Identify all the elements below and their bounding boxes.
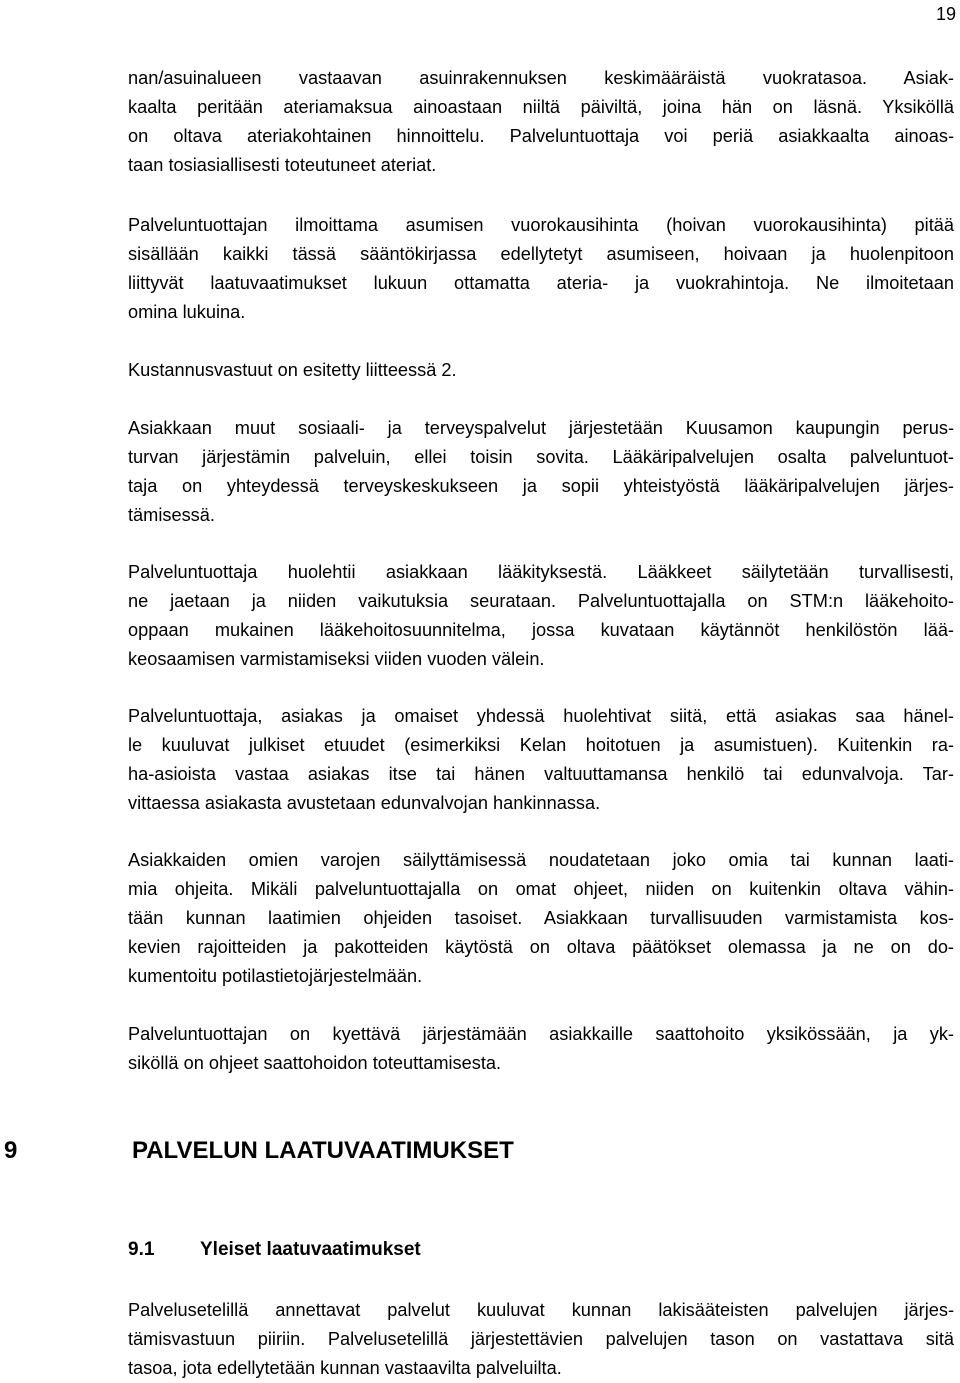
text-line: taja on yhteydessä terveyskeskukseen ja sopii yhteistyöstä lääkäripalvelujen järjes-	[128, 476, 954, 496]
paragraph-funds-safety	[128, 846, 954, 991]
text-line: mia ohjeita. Mikäli palveluntuottajalla on omat ohjeet, niiden on kuitenkin oltava vähin-	[128, 879, 954, 899]
paragraph-voucher-services	[128, 1296, 954, 1383]
text-line: Palveluntuottaja huolehtii asiakkaan lääkityksestä. Lääkkeet säilytetään turvallisesti,	[128, 562, 954, 582]
text-line: ne jaetaan ja niiden vaikutuksia seurataan. Palveluntuottajalla on STM:n lääkehoito-	[128, 591, 954, 611]
text-line: Palveluntuottaja, asiakas ja omaiset yhdessä huolehtivat siitä, että asiakas saa hänel-	[128, 706, 954, 726]
paragraph-daily-price	[128, 211, 954, 327]
text-line: on oltava ateriakohtainen hinnoittelu. Palveluntuottaja voi periä asiakkaalta ainoas-	[128, 126, 954, 146]
text-line: omina lukuina.	[128, 302, 246, 322]
subsection-title: Yleiset laatuvaatimukset	[200, 1239, 421, 1260]
subsection-number: 9.1	[128, 1239, 155, 1260]
text-line: Palvelusetelillä annettavat palvelut kuuluvat kunnan lakisääteisten palvelujen järjes-	[128, 1300, 954, 1320]
text-line: tämisessä.	[128, 505, 215, 525]
text-line: vittaessa asiakasta avustetaan edunvalvojan hankinnassa.	[128, 793, 601, 813]
text-line: tämisvastuun piiriin. Palvelusetelillä järjestettävien palvelujen tason on vastattava sitä	[128, 1329, 954, 1349]
paragraph-cost-responsibility	[128, 356, 954, 385]
text-line: Kustannusvastuut on esitetty liitteessä 2.	[128, 360, 457, 380]
paragraph-other-services	[128, 414, 954, 530]
paragraph-medication	[128, 558, 954, 674]
section-title: PALVELUN LAATUVAATIMUKSET	[132, 1137, 514, 1164]
text-line: tasoa, jota edellytetään kunnan vastaavilta palveluilta.	[128, 1358, 562, 1378]
text-line: nan/asuinalueen vastaavan asuinrakennuksen keskimääräistä vuokratasoa. Asiak-	[128, 68, 954, 88]
text-line: turvan järjestämin palveluin, ellei toisin sovita. Lääkäripalvelujen osalta palveluntuot-	[128, 447, 954, 467]
text-line: Asiakkaiden omien varojen säilyttämisessä noudatetaan joko omia tai kunnan laati-	[128, 850, 954, 870]
page-number: 19	[935, 4, 956, 24]
text-line: kevien rajoitteiden ja pakotteiden käytöstä on oltava päätökset olemassa ja ne on do-	[128, 937, 954, 957]
paragraph-benefits	[128, 702, 954, 818]
subsection-heading	[128, 1237, 421, 1263]
text-line: taan tosiasiallisesti toteutuneet ateriat.	[128, 155, 437, 175]
text-line: liittyvät laatuvaatimukset lukuun ottamatta ateria- ja vuokrahintoja. Ne ilmoitetaan	[128, 273, 954, 293]
text-line: sisällään kaikki tässä sääntökirjassa edellytetyt asumiseen, hoivaan ja huolenpitoon	[128, 244, 954, 264]
text-line: siköllä on ohjeet saattohoidon toteuttamisesta.	[128, 1053, 502, 1073]
section-number: 9	[4, 1137, 18, 1164]
text-line: le kuuluvat julkiset etuudet (esimerkiksi Kelan hoitotuen ja asumistuen). Kuitenkin ra-	[128, 735, 954, 755]
text-line: kaalta peritään ateriamaksua ainoastaan niiltä päiviltä, joina hän on läsnä. Yksiköllä	[128, 97, 954, 117]
text-line: Palveluntuottajan ilmoittama asumisen vuorokausihinta (hoivan vuorokausihinta) pitää	[128, 215, 954, 235]
paragraph-end-of-life-care	[128, 1020, 954, 1078]
paragraph-meal-pricing	[128, 64, 954, 180]
text-line: kumentoitu potilastietojärjestelmään.	[128, 966, 423, 986]
text-line: oppaan mukainen lääkehoitosuunnitelma, jossa kuvataan käytännöt henkilöstön lää-	[128, 620, 954, 640]
text-line: ha-asioista vastaa asiakas itse tai hänen valtuuttamansa henkilö tai edunvalvoja. Tar-	[128, 764, 954, 784]
text-line: keosaamisen varmistamiseksi viiden vuoden välein.	[128, 649, 545, 669]
text-line: Asiakkaan muut sosiaali- ja terveyspalvelut järjestetään Kuusamon kaupungin perus-	[128, 418, 954, 438]
text-line: tään kunnan laatimien ohjeiden tasoiset. Asiakkaan turvallisuuden varmistamista kos-	[128, 908, 954, 928]
text-line: Palveluntuottajan on kyettävä järjestämään asiakkaille saattohoito yksikössään, ja yk-	[128, 1024, 954, 1044]
